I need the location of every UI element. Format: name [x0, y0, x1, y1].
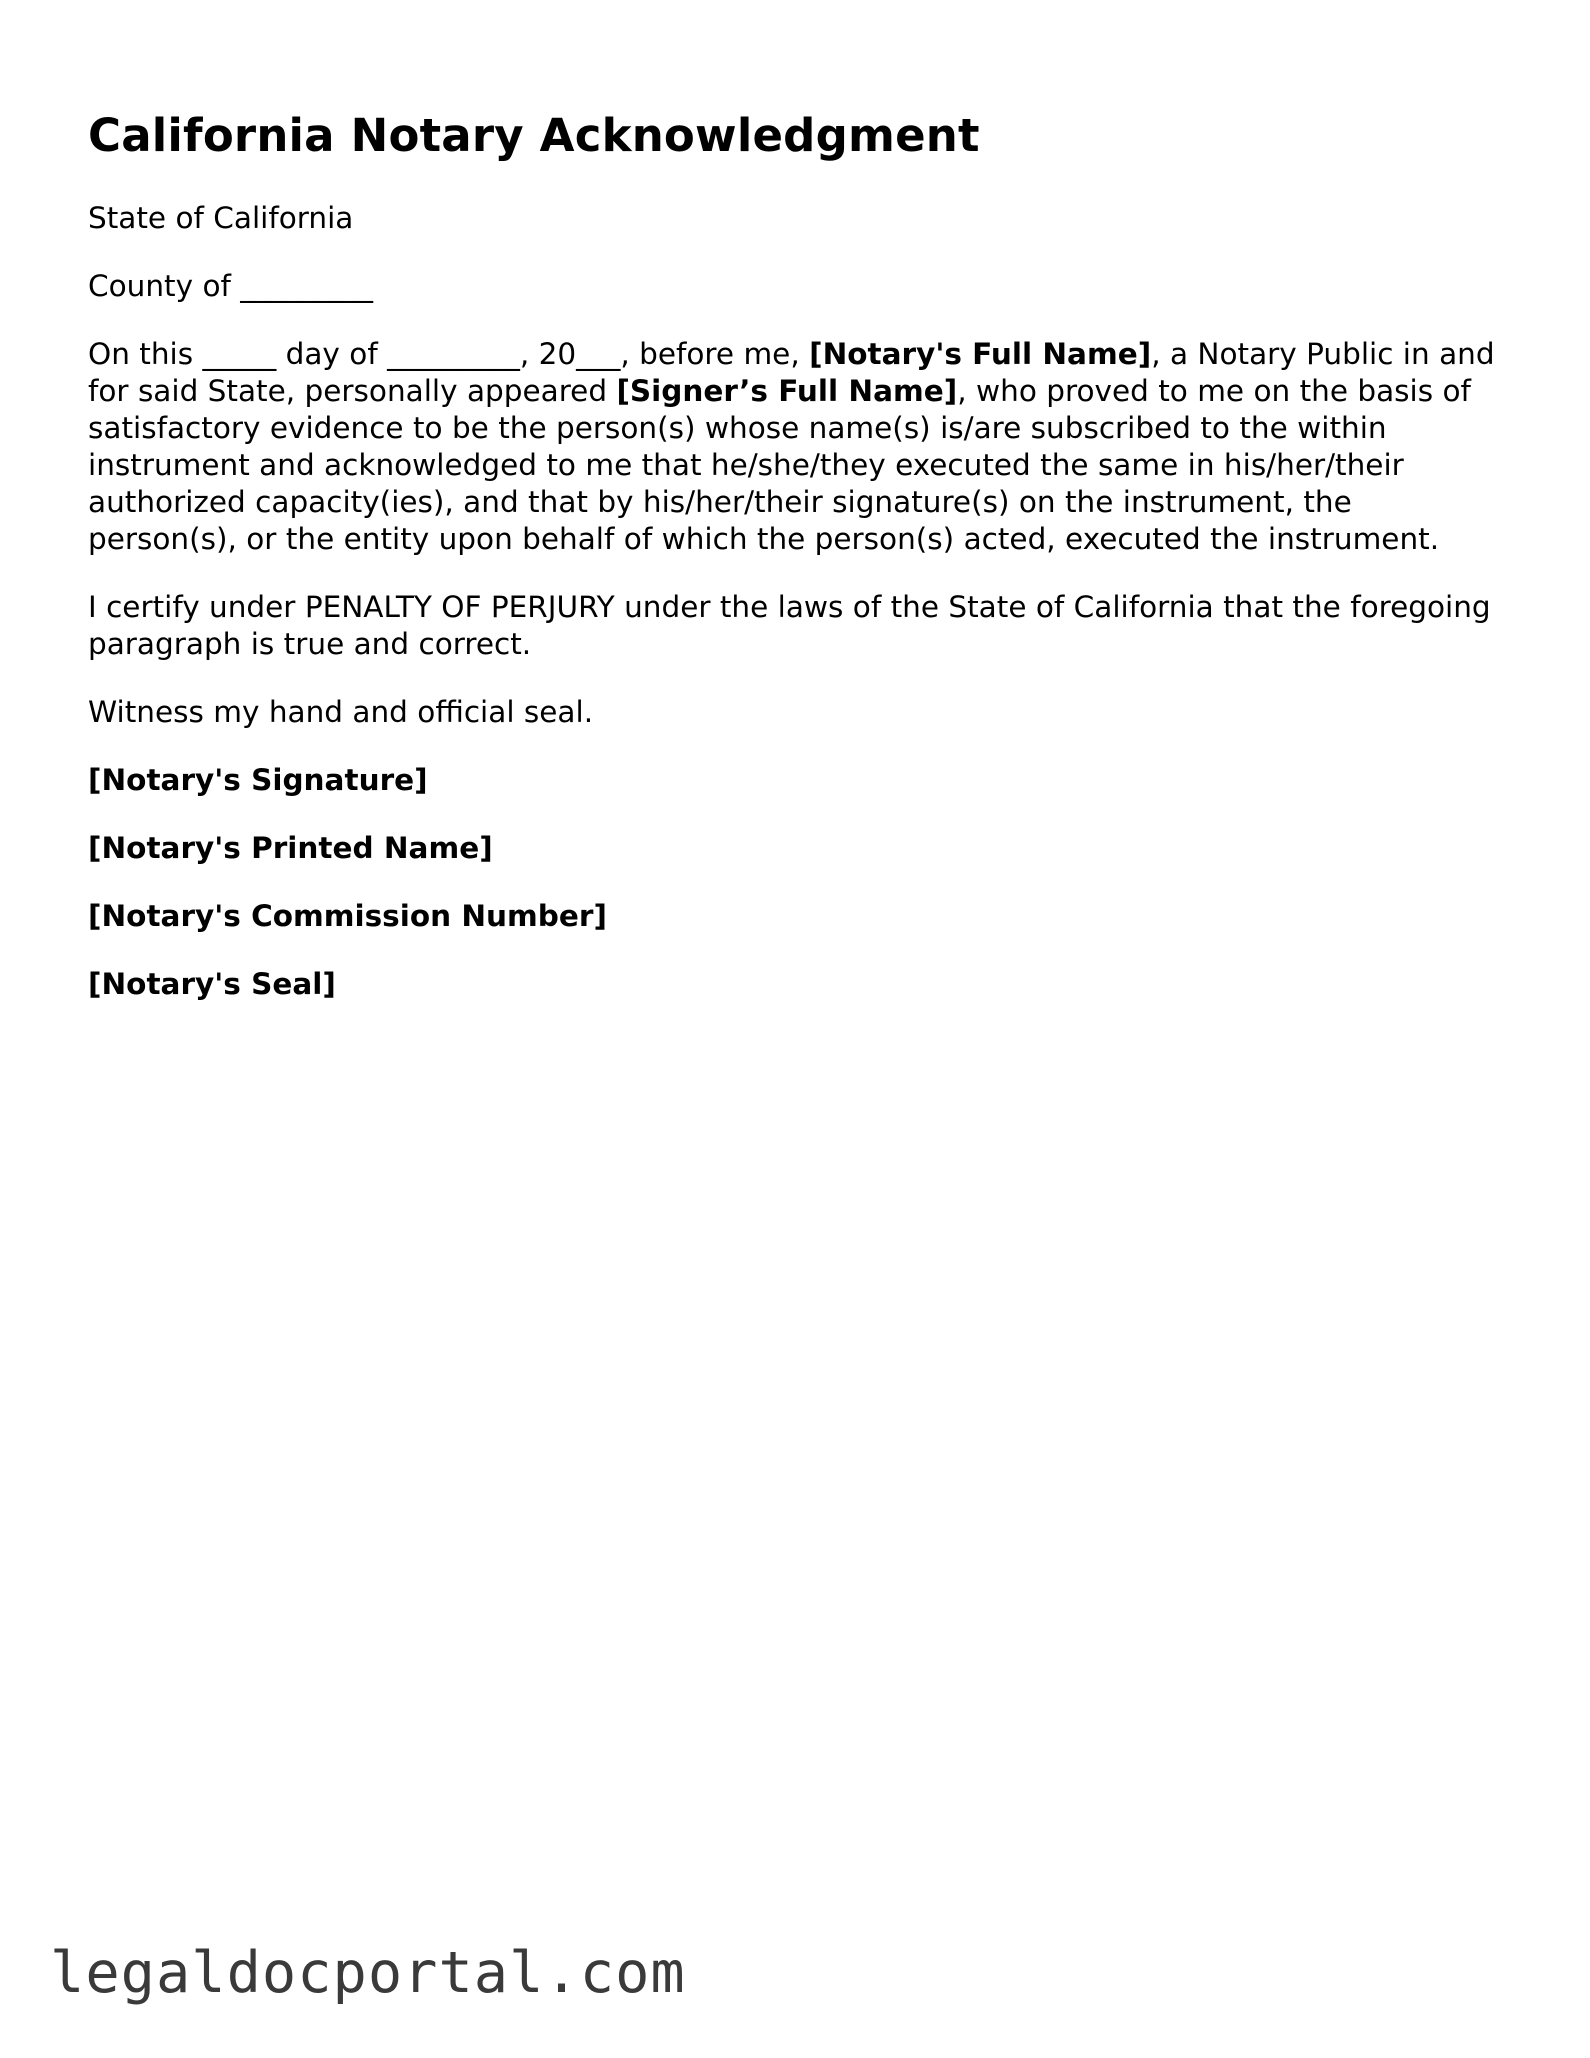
watermark-text: legaldocportal.com	[50, 1940, 686, 2006]
county-line: County of _________	[88, 269, 374, 303]
acknowledgment-paragraph	[88, 336, 1508, 558]
notary-commission-number-field: [Notary's Commission Number]	[88, 899, 607, 933]
notary-full-name-placeholder: [Notary's Full Name]	[809, 337, 1152, 371]
witness-line: Witness my hand and official seal.	[88, 695, 594, 729]
signer-full-name-placeholder: [Signer’s Full Name]	[616, 374, 958, 408]
notary-printed-name-field: [Notary's Printed Name]	[88, 831, 493, 865]
page-title: California Notary Acknowledgment	[88, 109, 980, 162]
document-content	[88, 108, 1508, 1034]
body-text-part3: , who proved to me on the basis of satisfactory evidence to be the person(s) whose name(s) is/are subscribed to the within instrument and acknowledged to me that he/she/they executed the same in his/her/their authorized capacity(ies), and that by his/her/their signature(s) on the instrument, the person(s), or the entity upon behalf of which the person(s) acted, executed the instrument.	[88, 374, 1471, 556]
notary-signature-field: [Notary's Signature]	[88, 763, 428, 797]
certification-paragraph: I certify under PENALTY OF PERJURY under the laws of the State of California that the foregoing paragraph is true and correct.	[88, 590, 1491, 661]
body-text-part2: , a Notary Public in and for said State, personally appeared	[88, 337, 1495, 408]
body-text-part1: On this _____ day of _________, 20___, before me,	[88, 337, 810, 371]
state-line: State of California	[88, 201, 354, 235]
notary-seal-field: [Notary's Seal]	[88, 967, 336, 1001]
